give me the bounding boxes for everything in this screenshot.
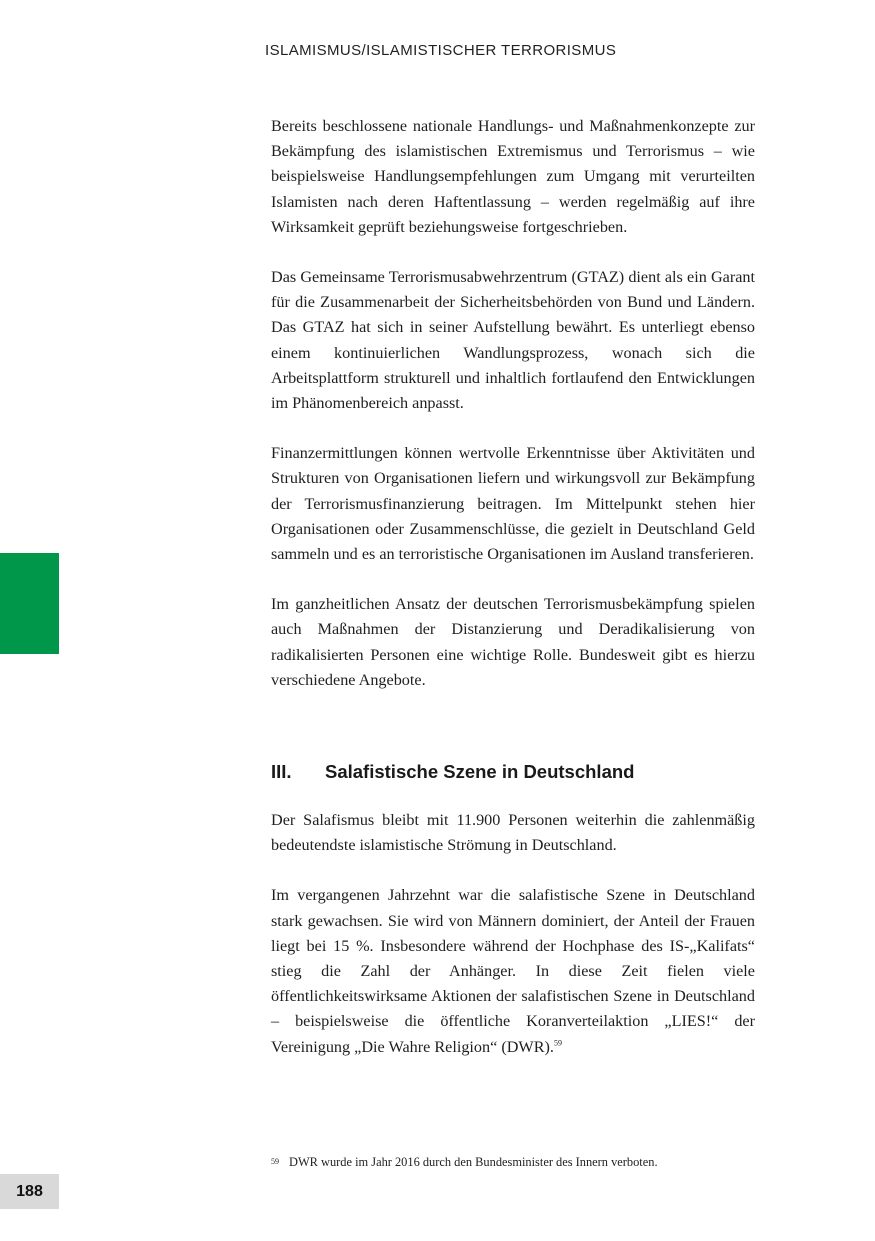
running-header: ISLAMISMUS/ISLAMISTISCHER TERRORISMUS bbox=[265, 42, 617, 59]
section-title: Salafistische Szene in Deutschland bbox=[325, 761, 635, 783]
main-content bbox=[271, 114, 755, 1085]
section-heading bbox=[271, 761, 755, 783]
paragraph-with-footnote bbox=[271, 883, 755, 1059]
paragraph: Der Salafismus bleibt mit 11.900 Personen weiterhin die zahlenmäßig bedeutendste islamistische Strömung in Deutschland. bbox=[271, 811, 755, 855]
footnote bbox=[271, 1154, 755, 1170]
footnote-number: 59 bbox=[271, 1157, 279, 1166]
chapter-color-tab bbox=[0, 553, 59, 654]
paragraph: Bereits beschlossene nationale Handlungs- und Maßnahmenkonzepte zur Bekämpfung des islamistischen Extremismus und Terrorismus – wie beispielsweise Handlungsempfehlungen zum Umgang mit verurteilten Islamisten nach deren Haftentlassung – werden regelmäßig auf ihre Wirksamkeit geprüft beziehungsweise fortgeschrieben. bbox=[271, 117, 755, 236]
paragraph: Das Gemeinsame Terrorismusabwehrzentrum (GTAZ) dient als ein Garant für die Zusammenarbeit der Sicherheitsbehörden von Bund und Ländern. Das GTAZ hat sich in seiner Aufstellung bewährt. Es unterliegt ebenso einem kontinuierlichen Wandlungsprozess, wonach sich die Arbeitsplattform strukturell und inhaltlich fortlaufend den Entwicklungen im Phänomenbereich anpasst. bbox=[271, 268, 755, 413]
page-number: 188 bbox=[0, 1174, 59, 1209]
section-number: III. bbox=[271, 761, 292, 783]
paragraph: Finanzermittlungen können wertvolle Erkenntnisse über Aktivitäten und Strukturen von Organisationen liefern und wirkungsvoll zur Bekämpfung der Terrorismusfinanzierung beitragen. Im Mittelpunkt stehen hier Organisationen oder Zusammenschlüsse, die gezielt in Deutschland Geld sammeln und es an terroristische Organisationen im Ausland transferieren. bbox=[271, 444, 755, 564]
paragraph: Im ganzheitlichen Ansatz der deutschen Terrorismusbekämpfung spielen auch Maßnahmen der Distanzierung und Deradikalisierung von radikalisierten Personen eine wichtige Rolle. Bundesweit gibt es hierzu verschiedene Angebote. bbox=[271, 595, 755, 689]
footnote-reference[interactable]: 59 bbox=[553, 1038, 562, 1048]
paragraph-text: Im vergangenen Jahrzehnt war die salafistische Szene in Deutschland stark gewachsen. Sie wird von Männern dominiert, der Anteil der Frauen liegt bei 15 %. Insbesondere während der Hochphase des IS-„Kalifats“ stieg die Zahl der Anhänger. In diese Zeit fielen viele öffentlichkeitswirksame Aktionen der salafistischen Szene in Deutschland – beispielsweise die öffentliche Koranverteilaktion „LIES!“ der Vereinigung „Die Wahre Religion“ (DWR). bbox=[271, 886, 755, 1056]
footnote-text: DWR wurde im Jahr 2016 durch den Bundesminister des Innern verboten. bbox=[289, 1155, 658, 1169]
